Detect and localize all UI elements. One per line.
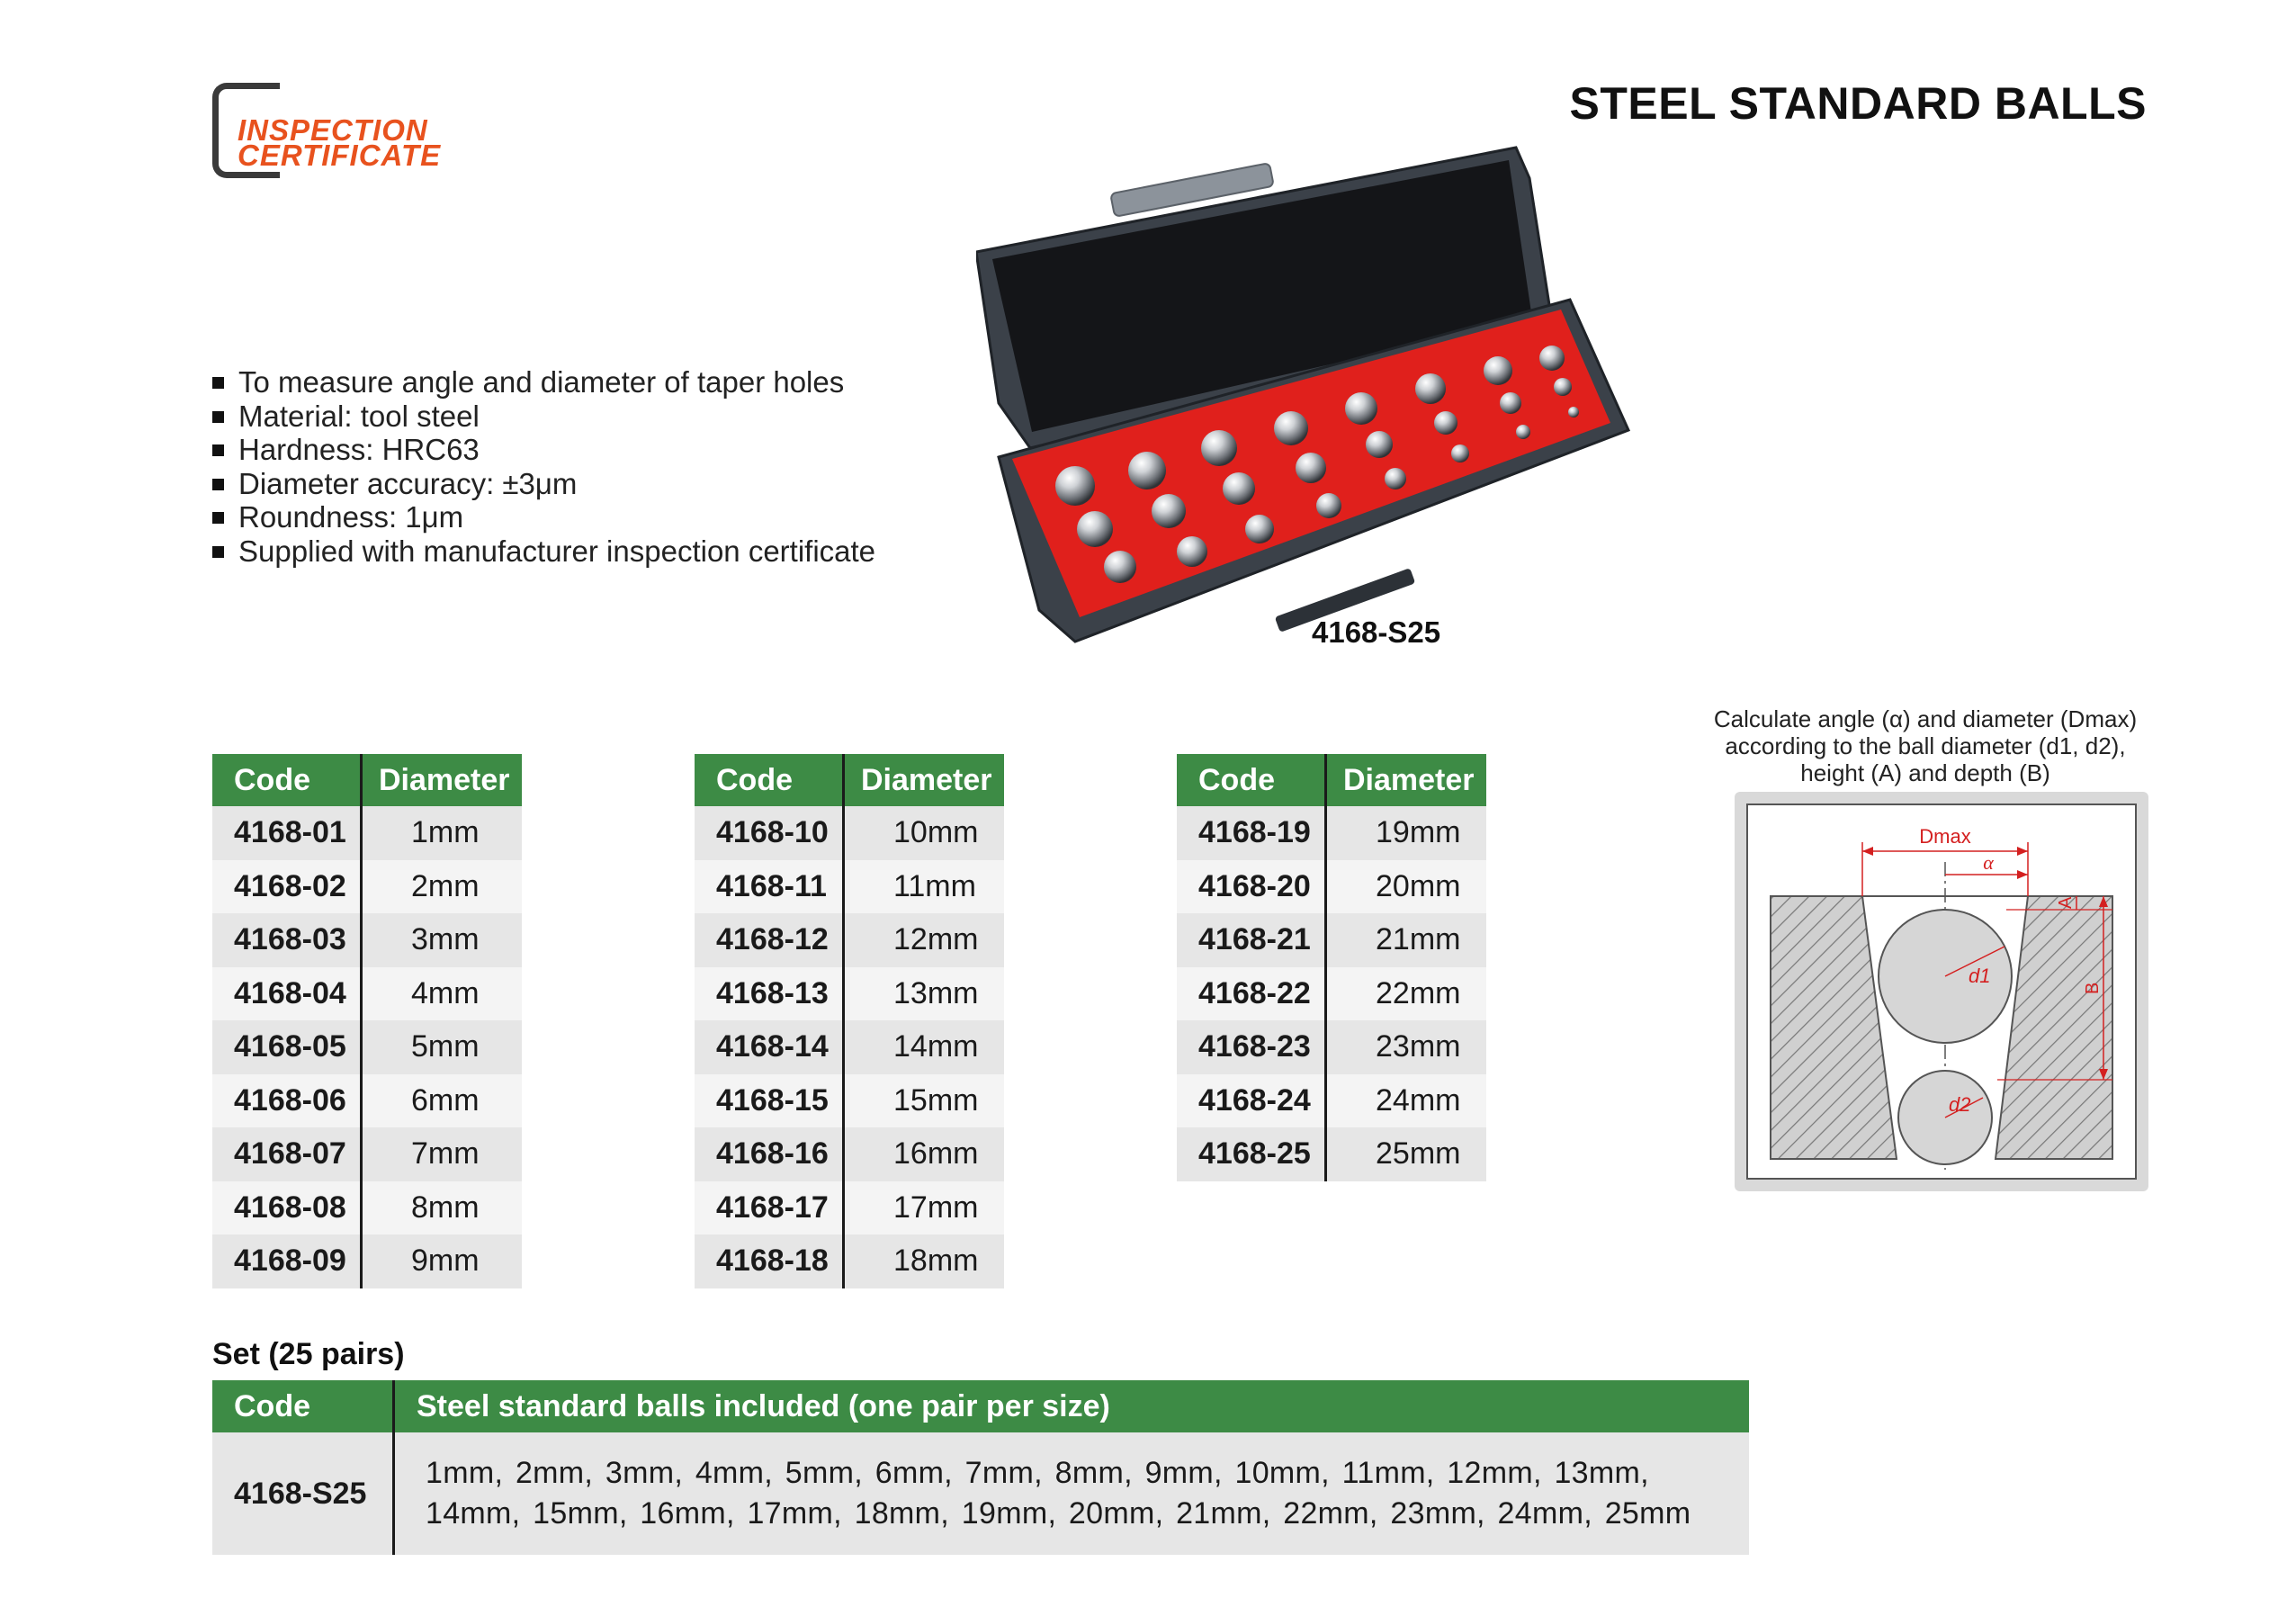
table-row: 4168-19 19mm xyxy=(1177,806,1486,860)
table-row: 4168-09 9mm xyxy=(212,1234,522,1288)
bullet-icon xyxy=(212,444,224,456)
table-row: 4168-20 20mm xyxy=(1177,860,1486,914)
table-row: 4168-14 14mm xyxy=(695,1020,1004,1074)
feature-item: To measure angle and diameter of taper holes xyxy=(212,365,875,400)
header-diameter: Diameter xyxy=(1326,754,1487,806)
set-code: 4168-S25 xyxy=(212,1432,394,1555)
table-row xyxy=(212,1432,1749,1555)
page-title: STEEL STANDARD BALLS xyxy=(1569,78,2147,129)
table-row: 4168-18 18mm xyxy=(695,1234,1004,1288)
table-row: 4168-25 25mm xyxy=(1177,1127,1486,1181)
table-row: 4168-21 21mm xyxy=(1177,913,1486,967)
feature-item: Supplied with manufacturer inspection certificate xyxy=(212,534,875,569)
bullet-icon xyxy=(212,512,224,524)
feature-item: Roundness: 1μm xyxy=(212,500,875,534)
product-code-caption: 4168-S25 xyxy=(1312,615,1441,649)
table-row: 4168-10 10mm xyxy=(695,806,1004,860)
taper-hole-diagram xyxy=(1735,792,2148,1191)
feature-item: Diameter accuracy: ±3μm xyxy=(212,467,875,501)
table-row: 4168-11 11mm xyxy=(695,860,1004,914)
header-code: Code xyxy=(212,754,362,806)
size-table-3 xyxy=(1177,754,1486,1181)
set-heading: Set (25 pairs) xyxy=(212,1337,405,1371)
logo-text-line1: INSPECTION xyxy=(238,113,428,147)
set-sizes: 1mm, 2mm, 3mm, 4mm, 5mm, 6mm, 7mm, 8mm, 9mm, 10mm, 11mm, 12mm, 13mm, 14mm, 15mm, 16mm, 17mm, 18mm, 19mm, 20mm, 21mm, 22mm, 23mm, 24mm, 25mm xyxy=(394,1432,1750,1555)
inspection-certificate-logo xyxy=(212,83,482,173)
table-row: 4168-12 12mm xyxy=(695,913,1004,967)
bullet-icon xyxy=(212,377,224,389)
table-row: 4168-01 1mm xyxy=(212,806,522,860)
table-row: 4168-04 4mm xyxy=(212,967,522,1021)
feature-item: Material: tool steel xyxy=(212,400,875,434)
label-dmax: Dmax xyxy=(1919,825,1971,848)
table-row: 4168-07 7mm xyxy=(212,1127,522,1181)
table-row: 4168-13 13mm xyxy=(695,967,1004,1021)
table-row: 4168-06 6mm xyxy=(212,1074,522,1128)
label-d1: d1 xyxy=(1969,965,1991,987)
table-row: 4168-03 3mm xyxy=(212,913,522,967)
feature-item: Hardness: HRC63 xyxy=(212,433,875,467)
header-diameter: Diameter xyxy=(844,754,1005,806)
table-row: 4168-17 17mm xyxy=(695,1181,1004,1235)
set-header-description: Steel standard balls included (one pair per size) xyxy=(394,1380,1750,1432)
size-table-1 xyxy=(212,754,522,1288)
table-row: 4168-22 22mm xyxy=(1177,967,1486,1021)
bullet-icon xyxy=(212,546,224,558)
label-a: A xyxy=(2056,896,2076,909)
header-code: Code xyxy=(695,754,844,806)
feature-list xyxy=(212,365,875,568)
header-diameter: Diameter xyxy=(362,754,523,806)
ball-set-case-image xyxy=(976,142,1642,646)
size-table-2 xyxy=(695,754,1004,1288)
table-row: 4168-15 15mm xyxy=(695,1074,1004,1128)
label-d2: d2 xyxy=(1949,1093,1971,1116)
set-header-code: Code xyxy=(212,1380,394,1432)
label-alpha: α xyxy=(1983,851,1994,874)
table-row: 4168-24 24mm xyxy=(1177,1074,1486,1128)
set-table xyxy=(212,1380,1749,1555)
table-row: 4168-16 16mm xyxy=(695,1127,1004,1181)
logo-frame-cap xyxy=(248,83,272,89)
table-row: 4168-23 23mm xyxy=(1177,1020,1486,1074)
header-code: Code xyxy=(1177,754,1326,806)
diagram-caption: Calculate angle (α) and diameter (Dmax) according to the ball diameter (d1, d2), height (A) and depth (B) xyxy=(1713,705,2138,786)
table-row: 4168-08 8mm xyxy=(212,1181,522,1235)
bullet-icon xyxy=(212,411,224,423)
bullet-icon xyxy=(212,479,224,490)
logo-text-line2: CERTIFICATE xyxy=(238,139,442,172)
label-b: B xyxy=(2083,982,2103,994)
table-row: 4168-02 2mm xyxy=(212,860,522,914)
table-row: 4168-05 5mm xyxy=(212,1020,522,1074)
